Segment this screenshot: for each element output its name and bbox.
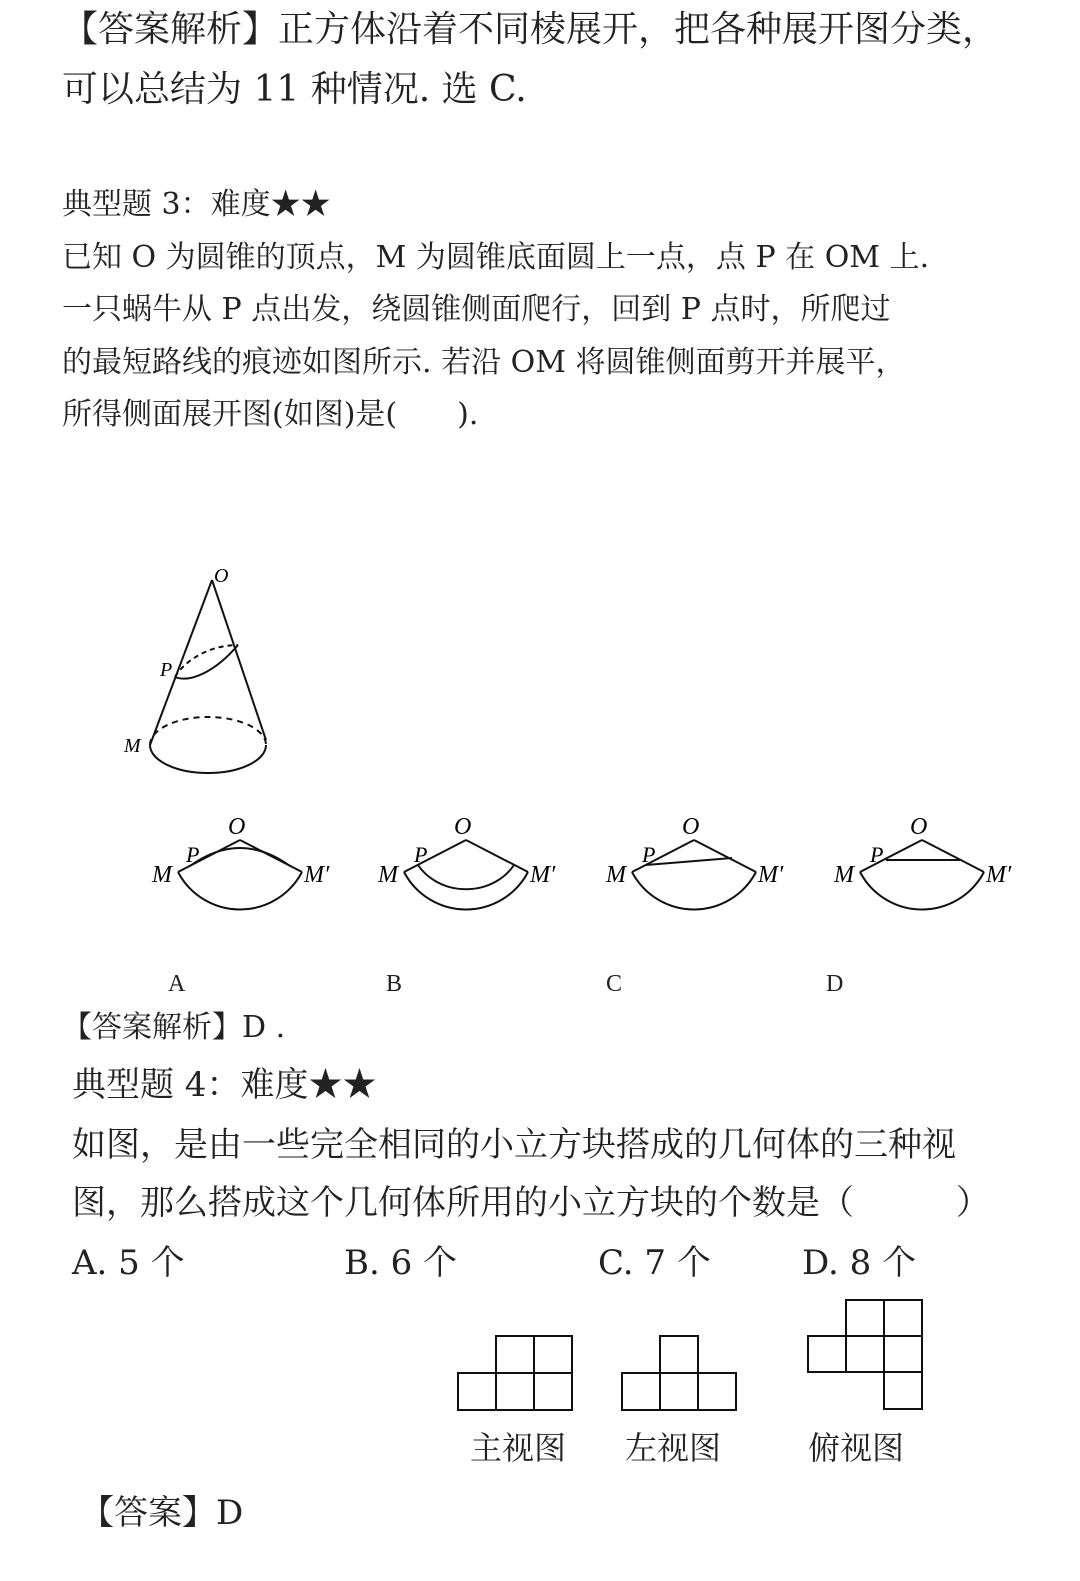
option-a-label-m2: M′ [304, 862, 330, 888]
q3-answer: 【答案解析】D . [62, 1010, 286, 1045]
left-view-grid [622, 1336, 736, 1410]
option-a-letter: A [168, 971, 186, 997]
option-d-label-o: O [910, 814, 928, 840]
q4-choice-a: A. 5 个 [72, 1243, 185, 1283]
option-c-label-m2: M′ [758, 862, 784, 888]
q3-heading: 典型题 3：难度★★ [62, 187, 331, 222]
q3-line3: 的最短路线的痕迹如图所示. 若沿 OM 将圆锥侧面剪开并展平， [62, 345, 906, 380]
option-d-label-m: M [834, 862, 854, 888]
cone-label-p: P [160, 659, 173, 681]
option-a-label-o: O [228, 814, 246, 840]
front-view-caption: 主视图 [470, 1429, 567, 1467]
option-a-label-p: P [186, 842, 200, 867]
q3-line4: 所得侧面展开图(如图)是( ). [62, 397, 479, 432]
q3-line2: 一只蜗牛从 P 点出发，绕圆锥侧面爬行，回到 P 点时，所爬过 [62, 292, 891, 327]
q3-line1: 已知 O 为圆锥的顶点，M 为圆锥底面圆上一点，点 P 在 OM 上. [62, 240, 930, 275]
option-c-letter: C [606, 971, 623, 997]
q4-choice-d: D. 8 个 [802, 1243, 917, 1283]
option-c-label-p: P [642, 842, 656, 867]
option-b-label-o: O [454, 814, 472, 840]
option-d-label-m2: M′ [986, 862, 1012, 888]
cone-label-o: O [214, 565, 229, 587]
q4-line2: 图，那么搭成这个几何体所用的小立方块的个数是（ ） [72, 1183, 990, 1223]
option-b-label-m: M [378, 862, 398, 888]
option-a-label-m: M [152, 862, 172, 888]
cone-label-m: M [124, 735, 141, 757]
q4-line1: 如图，是由一些完全相同的小立方块搭成的几何体的三种视 [72, 1125, 956, 1165]
option-b-label-m2: M′ [530, 862, 556, 888]
option-d-label-p: P [870, 842, 884, 867]
option-b-letter: B [386, 971, 403, 997]
q4-heading: 典型题 4：难度★★ [72, 1065, 377, 1105]
prev-answer-line2: 可以总结为 11 种情况. 选 C. [62, 69, 527, 110]
q4-answer: 【答案】D [80, 1493, 244, 1533]
left-view-caption: 左视图 [625, 1429, 722, 1467]
prev-answer-line1: 【答案解析】正方体沿着不同棱展开，把各种展开图分类， [62, 9, 999, 50]
option-d-letter: D [826, 971, 844, 997]
q4-choice-b: B. 6 个 [344, 1243, 458, 1283]
front-view-grid [458, 1336, 572, 1410]
top-view-grid [808, 1300, 922, 1409]
option-b-label-p: P [414, 842, 428, 867]
option-c-label-m: M [606, 862, 626, 888]
top-view-caption: 俯视图 [808, 1429, 905, 1467]
option-c-label-o: O [682, 814, 700, 840]
q4-choice-c: C. 7 个 [598, 1243, 711, 1283]
